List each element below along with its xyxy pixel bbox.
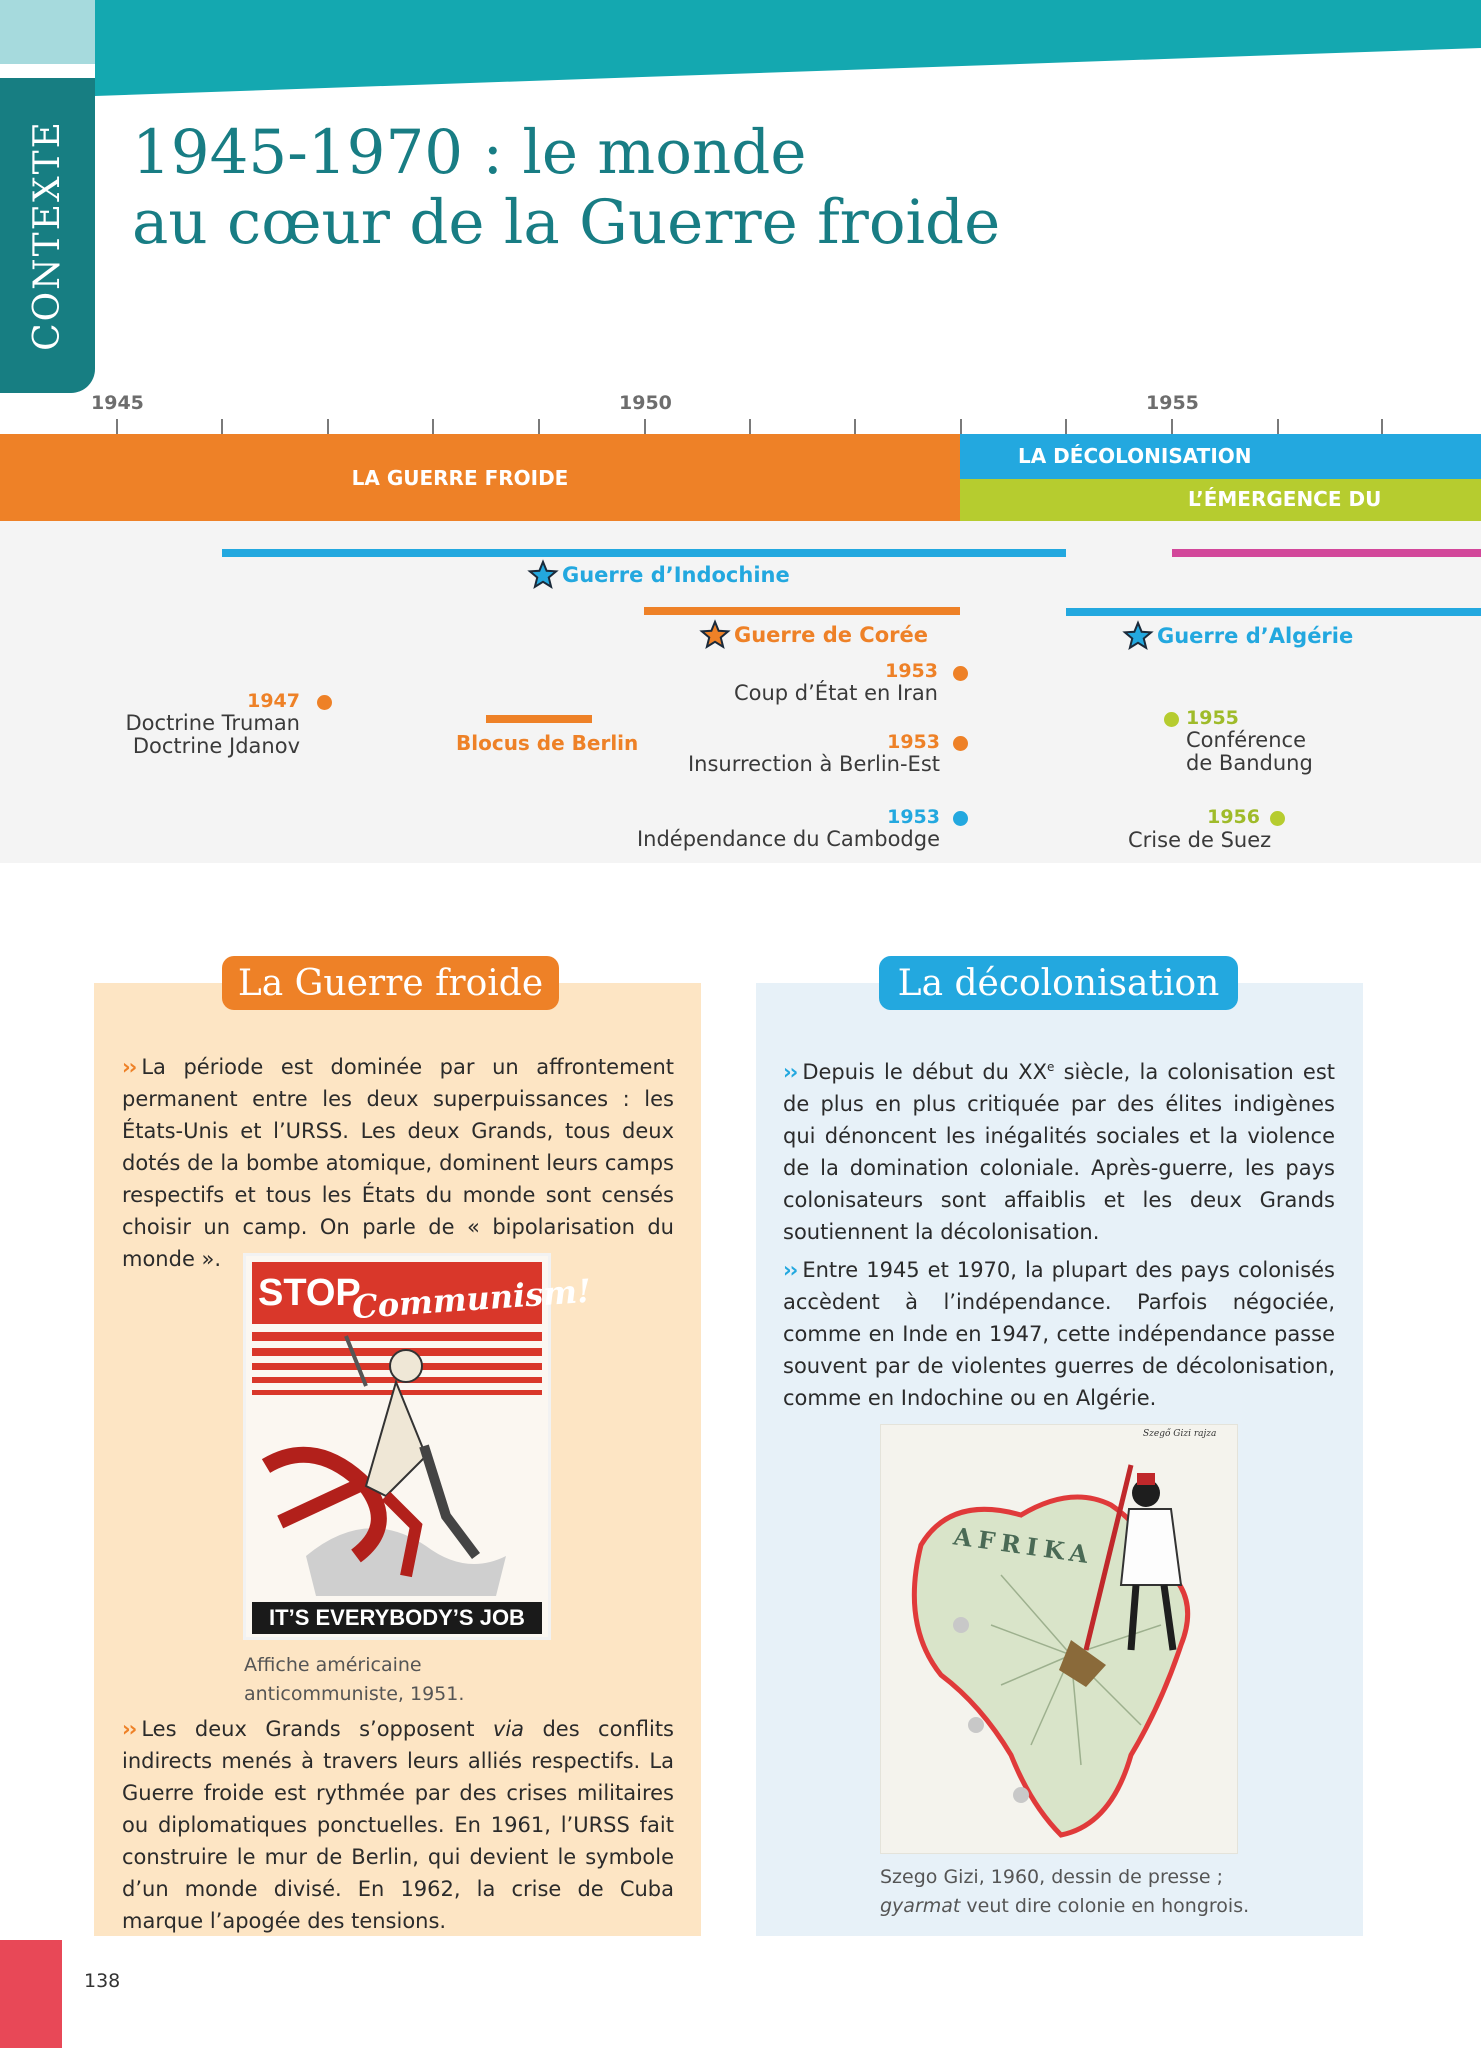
cold-war-paragraph-2 [122,1713,674,1937]
page-number: 138 [84,1970,121,1992]
poster-communism-text: Communism! [350,1271,593,1327]
caption-line: Affiche américaine [244,1654,422,1676]
axis-tick [116,419,118,435]
cartoon-credit: Szegő Gizi rajza [1143,1429,1217,1439]
chevron-icon: ›› [783,1060,797,1084]
cold-war-paragraph-1 [122,1051,674,1275]
emergence-bar [1172,549,1481,557]
decolonisation-paragraph-1 [783,1051,1335,1248]
star-icon [528,560,558,590]
event-year: 1953 [887,731,940,753]
event-text: Conférence [1186,728,1307,752]
event-cambodge [620,806,940,851]
decolonisation-band-label: LA DÉCOLONISATION [1018,444,1252,468]
event-berlin-est [620,731,940,776]
axis-tick [1065,419,1067,435]
axis-tick [960,419,962,435]
coree-war-bar [644,607,960,615]
algerie-war-bar [1066,608,1481,616]
event-text: Insurrection à Berlin-Est [687,752,940,776]
algerie-war [1123,621,1353,651]
event-dot [317,695,332,710]
event-year: 1953 [887,806,940,828]
emergence-band-label: L’ÉMERGENCE DU [1188,487,1382,511]
axis-tick [432,419,434,435]
event-text: Doctrine Truman [125,711,300,735]
event-year: 1956 [1207,806,1260,828]
poster-caption [244,1651,464,1709]
event-year: 1955 [1186,707,1239,729]
event-text: Coup d’État en Iran [733,681,938,705]
event-dot [953,736,968,751]
cartoon-afrika-text: AFRIKA [951,1521,1096,1570]
chevron-icon: ›› [783,1258,797,1282]
indochine-war-bar [222,549,1066,557]
axis-tick [854,419,856,435]
event-dot [953,666,968,681]
paragraph-text: La période est dominée par un affrontement permanent entre les deux superpuissances : les États-Unis et l’URSS. Les deux Grands, tous deux dotés de la bombe atomique, dominent leurs camps respectifs et tous les États du monde sont censés choisir un camp. On parle de « bipolarisation du monde ». [122,1055,674,1271]
axis-tick [327,419,329,435]
event-bandung [1186,707,1313,775]
event-text: Doctrine Jdanov [132,734,300,758]
paragraph-text: Entre 1945 et 1970, la plupart des pays colonisés accèdent à l’indépendance. Parfois négociée, comme en Inde en 1947, cette indépendance passe souvent par de violentes guerres de décolonisation, comme en Indochine ou en Algérie. [783,1258,1335,1410]
poster-stop-text: STOP [258,1272,361,1314]
year-label-1950: 1950 [619,392,672,414]
chevron-icon: ›› [122,1717,136,1741]
cartoon-caption [880,1863,1249,1921]
paragraph-text: siècle, la colonisation est de plus en plus critiquée par des élites indigènes qui dénoncent les inégalités sociales et la violence de la domination coloniale. Après-guerre, les pays colonisateurs sont affaiblis et les deux Grands soutiennent la décolonisation. [783,1060,1335,1244]
event-dot [1270,811,1285,826]
title-line-1: 1945-1970 : le monde [132,117,807,188]
coree-war-label: Guerre de Corée [734,623,928,647]
cartoon-illustration [881,1425,1237,1853]
section-label: CONTEXTE [27,120,68,351]
cold-war-band-label: LA GUERRE FROIDE [351,465,569,490]
decolonisation-heading: La décolonisation [879,956,1238,1010]
press-cartoon [880,1424,1238,1854]
event-dot [1164,712,1179,727]
year-label-1945: 1945 [91,392,144,414]
page-title [132,118,1332,258]
axis-tick [644,419,646,435]
indochine-war-label: Guerre d’Indochine [562,563,790,587]
header-band [0,0,1481,96]
year-label-1955: 1955 [1146,392,1199,414]
coree-war [700,620,928,650]
berlin-blockade-label: Blocus de Berlin [456,731,639,755]
star-icon [1123,621,1153,651]
superscript: e [1047,1060,1055,1074]
event-suez-text: Crise de Suez [1128,828,1272,852]
axis-tick [221,419,223,435]
event-iran [620,660,938,705]
paragraph-text: Depuis le début du XX [802,1060,1047,1084]
event-dot [953,811,968,826]
poster-banner: IT’S EVERYBODY’S JOB [252,1602,542,1634]
axis-tick [538,419,540,435]
algerie-war-label: Guerre d’Algérie [1157,624,1354,648]
paragraph-text: Les deux Grands s’opposent [141,1717,493,1741]
indochine-war [528,560,790,590]
star-icon [700,620,730,650]
paragraph-emphasis: via [492,1717,525,1741]
event-suez-year [1120,806,1260,828]
axis-tick [749,419,751,435]
berlin-blockade-bar [486,715,592,723]
chevron-icon: ›› [122,1055,136,1079]
page-corner-tab [0,1940,62,2048]
event-year: 1953 [885,660,938,682]
caption-line: Szego Gizi, 1960, dessin de presse ; [880,1866,1223,1888]
decolonisation-paragraph-2 [783,1254,1335,1414]
axis-tick [1381,419,1383,435]
caption-line [880,1892,1249,1921]
axis-tick [1171,419,1173,435]
event-truman [100,690,300,758]
caption-emphasis: gyarmat [880,1895,961,1917]
event-text: de Bandung [1186,751,1313,775]
paragraph-text: des conflits indirects menés à travers leurs alliés respectifs. La Guerre froide est rythmée par des crises militaires ou diplomatiques ponctuelles. En 1961, l’URSS fait construire le mur de Berlin, qui devient le symbole d’un monde divisé. En 1962, la crise de Cuba marque l’apogée des tensions. [122,1717,674,1933]
caption-text: veut dire colonie en hongrois. [960,1895,1250,1917]
cold-war-heading: La Guerre froide [222,956,559,1010]
event-year: 1947 [247,690,300,712]
axis-tick [1277,419,1279,435]
anticommunist-poster [243,1253,593,1640]
event-text: Indépendance du Cambodge [636,827,940,851]
title-line-2: au cœur de la Guerre froide [132,187,1001,258]
caption-line: anticommuniste, 1951. [244,1683,465,1705]
